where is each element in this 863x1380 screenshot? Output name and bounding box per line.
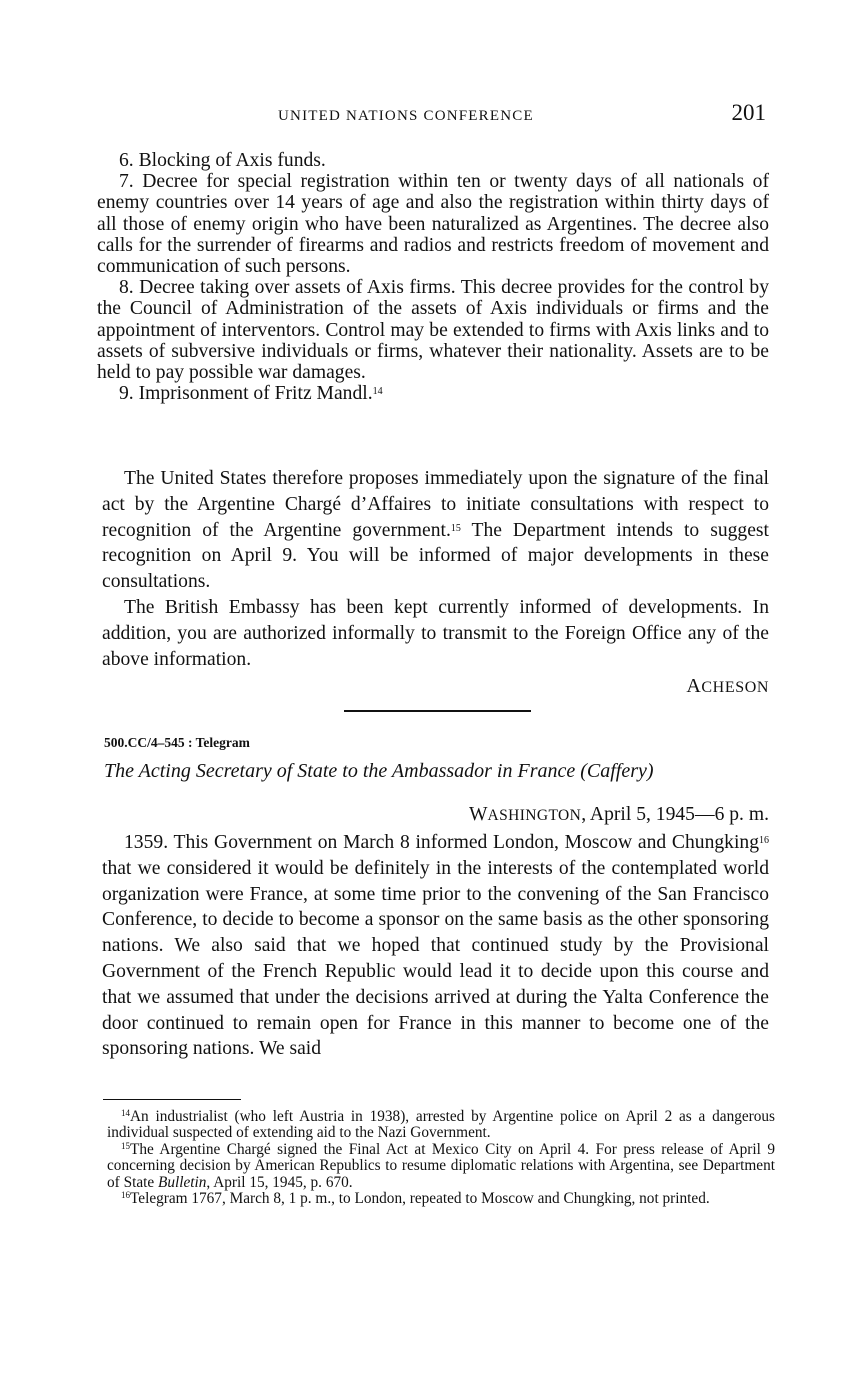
footnote-15-text-b: , April 15, 1945, p. 670. [206, 1173, 353, 1191]
footnote-rule [103, 1099, 241, 1100]
document-id: 500.CC/4–545 : Telegram [104, 735, 250, 750]
dateline-city-initial: W [468, 804, 488, 825]
list-item-8: 8. Decree taking over assets of Axis firms. This decree provides for the control by the Council of Administration of the assets of Axis individuals or firms and the appointment of interventors. Control may be extended to firms with Axis links and to assets of subversive individuals or firms, whatever their nationality. Assets are to be held to pay possible war damages. [97, 277, 769, 384]
footnote-15-number: 15 [121, 1140, 130, 1151]
paragraph-recognition [102, 466, 769, 595]
footnotes [107, 1109, 775, 1207]
paragraph-british-embassy: The British Embassy has been kept currently informed of developments. In addition, you are authorized informally to transmit to the Foreign Office any of the above information. [102, 596, 769, 670]
dateline [102, 804, 769, 826]
closing-paragraphs [102, 466, 769, 672]
page-number: 201 [731, 100, 766, 125]
footnote-15 [107, 1142, 775, 1191]
page-header [98, 100, 766, 134]
footnote-16 [107, 1191, 775, 1207]
footnote-16-text: Telegram 1767, March 8, 1 p. m., to London, repeated to Moscow and Chungking, not printed. [130, 1190, 710, 1208]
document-title: The Acting Secretary of State to the Ambassador in France (Caffery) [104, 760, 654, 782]
section-divider [344, 710, 531, 712]
footnote-14-number: 14 [121, 1108, 130, 1118]
footnote-ref-16: 16 [759, 835, 769, 846]
telegram-body [102, 830, 769, 1062]
list-item-9-text: 9. Imprisonment of Fritz Mandl. [119, 383, 373, 405]
measures-list [97, 150, 769, 404]
list-item-9 [97, 383, 769, 404]
dateline-date: , April 5, 1945—6 p. m. [581, 804, 769, 825]
signature-rest: CHESON [701, 679, 769, 696]
footnote-14 [107, 1109, 775, 1142]
paragraph-recognition-b: The Department intends to suggest recognition on April 9. You will be informed of major developments in these consultations. [102, 519, 769, 593]
footnote-14-text: An industrialist (who left Austria in 1938), arrested by Argentine police on April 2 as a dangerous individual suspected of extending aid to the Nazi Government. [107, 1108, 775, 1142]
signature-initial: A [686, 675, 702, 697]
document-title-main: The Acting Secretary of State to the Ambassador in France [104, 760, 576, 782]
telegram-text-b: that we considered it would be definitely in the interests of the contemplated world organization were France, at some time prior to the convening of the San Francisco Conference, to decide to become a sponsor on the same basis as the other sponsoring nations. We also said that we hoped that continued study by the Provisional Government of the French Republic would lead it to decide upon this course and that we assumed that under the decisions arrived at during the Yalta Conference the door continued to remain open for France in this manner to become one of the sponsoring nations. We said [102, 857, 769, 1060]
footnote-15-text-a: The Argentine Chargé signed the Final Act at Mexico City on April 4. For press release of April 9 concerning decision by American Republics to resume diplomatic relations with Argentina, see Department of State [107, 1140, 775, 1191]
telegram-paragraph [102, 830, 769, 1062]
telegram-text-a: 1359. This Government on March 8 informed London, Moscow and Chungking [124, 832, 759, 853]
footnote-ref-14: 14 [372, 386, 383, 398]
paragraph-recognition-a: The United States therefore proposes immediately upon the signature of the final act by the Argentine Chargé d’Affaires to initiate consultations with respect to recognition of the Argentine government. [102, 468, 769, 541]
list-item-7: 7. Decree for special registration within ten or twenty days of all nationals of enemy countries over 14 years of age and also the registration within thirty days of all those of enemy origin who have been naturalized as Argentines. The decree also calls for the surrender of firearms and radios and restricts freedom of movement and communication of such persons. [97, 171, 769, 278]
dateline-city-rest: ASHINGTON [487, 807, 582, 824]
document-title-recipient: Caffery [586, 760, 647, 782]
footnote-15-italic: Bulletin [157, 1173, 207, 1191]
footnote-16-number: 16 [121, 1190, 130, 1201]
footnote-ref-15: 15 [450, 522, 461, 534]
signature [102, 675, 769, 698]
list-item-6: 6. Blocking of Axis funds. [119, 150, 326, 171]
running-head: UNITED NATIONS CONFERENCE [278, 108, 534, 124]
